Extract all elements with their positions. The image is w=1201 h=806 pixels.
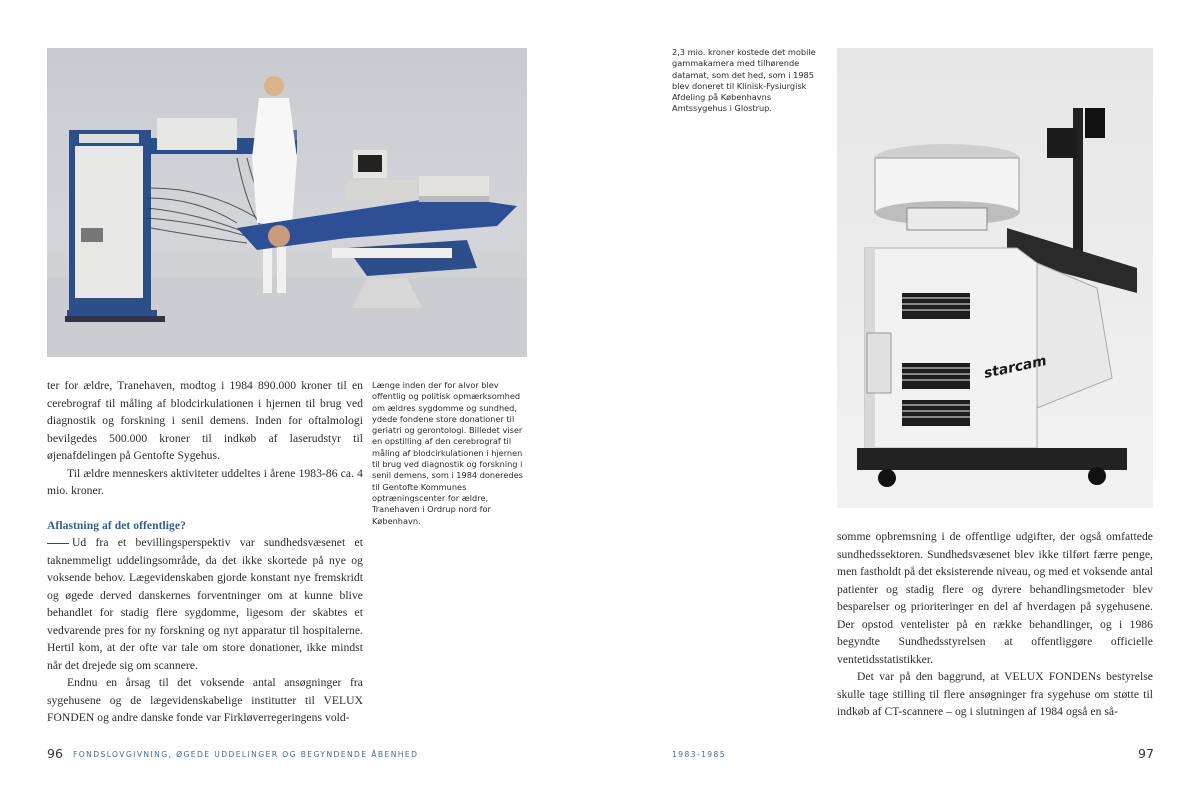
right-body-column — [837, 528, 1153, 721]
left-paragraph-3: Ud fra et bevillingsperspektiv var sundhedsvæsenet et taknemmeligt uddelingsområde, da det ikke skortede på nye og voksende behov. Lægevidenskaben gjorde konstant nye fremskridt og øgede derved danskernes forventninger om at kunne blive behandlet for stadig flere sygdomme, ligesom der skabtes et vedvarende pres for ny forskning og nyt apparatur til hospitalerne. Hertil kom, at der ofte var tale om store donationer, ikke mindst når det drejede sig om scannere. — [47, 536, 363, 672]
caption-gamma-camera: 2,3 mio. kroner kostede det mobile gammakamera med tilhørende datamat, som det hed, som i 1985 blev doneret til Klinisk-Fysiurgisk Afdeling på Københavns Amtssygehus i Glostrup. — [672, 47, 816, 114]
section-subheading: Aflastning af det offentlige? — [47, 518, 186, 532]
em-dash-rule — [47, 543, 69, 544]
gamma-camera-photo — [837, 48, 1153, 508]
right-paragraph-1: somme opbremsning i de offentlige udgifter, der også omfattede sundhedssektoren. Sundhedsvæsenet blev ikke tilført færre penge, men fastholdt på det eksisterende niveau, og med et voksende antal patienter og stadig flere og dyrere behandlingsmetoder blev besparelser og prioriteringer en del af hverdagen på sygehusene. Der opstod ventelister på en række behandlinger, og i 1986 begyndte Sundhedsstyrelsen at offentliggøre officielle ventetidsstatistikker. — [837, 530, 1153, 666]
page-number-left: 96 — [47, 746, 63, 761]
right-paragraph-2: Det var på den baggrund, at VELUX FONDENs bestyrelse skulle tage stilling til flere ansøgninger fra sygehuse om støtte til indkøb af CT-scannere – og i slutningen af 1984 også en så- — [837, 670, 1153, 718]
cerebrograph-photo — [47, 48, 527, 357]
left-paragraph-2: Til ældre menneskers aktiviteter uddeltes i årene 1983-86 ca. 4 mio. kroner. — [47, 466, 363, 497]
caption-cerebrograph: Længe inden der for alvor blev offentlig og politisk opmærksomhed om ældres sygdomme og sundhed, ydede fondene store donationer til geriatri og gerontologi. Billedet viser en opstilling af den cerebrograf til måling af blodcirkulationen i hjernen til brug ved diagnostik og forskning i senil demens, som i 1984 doneredes til Gentofte Kommunes optræningscenter for ældre, Tranehaven i Ordrup nord for København. — [372, 380, 523, 526]
left-paragraph-1: ter for ældre, Tranehaven, modtog i 1984 890.000 kroner til en cerebrograf til måling af blodcirkulationen i hjernen til brug ved diagnostik og forskning i senil demens. Inden for oftalmologi bevilgedes 500.000 kroner til indkøb af laserudstyr til øjenafdelingen på Gentofte Sygehus. — [47, 379, 363, 462]
running-head-right: 1983-1985 — [672, 750, 726, 759]
starcam-label: starcam — [982, 353, 1049, 382]
running-head-left: FONDSLOVGIVNING, ØGEDE UDDELINGER OG BEGYNDENDE ÅBENHED — [73, 750, 419, 759]
page-number-right: 97 — [1138, 746, 1154, 761]
left-body-column — [47, 377, 363, 727]
left-paragraph-4: Endnu en årsag til det voksende antal ansøgninger fra sygehusene og de lægevidenskabelige institutter til VELUX FONDEN og andre danske fonde var Firkløverregeringens vold- — [47, 676, 363, 724]
